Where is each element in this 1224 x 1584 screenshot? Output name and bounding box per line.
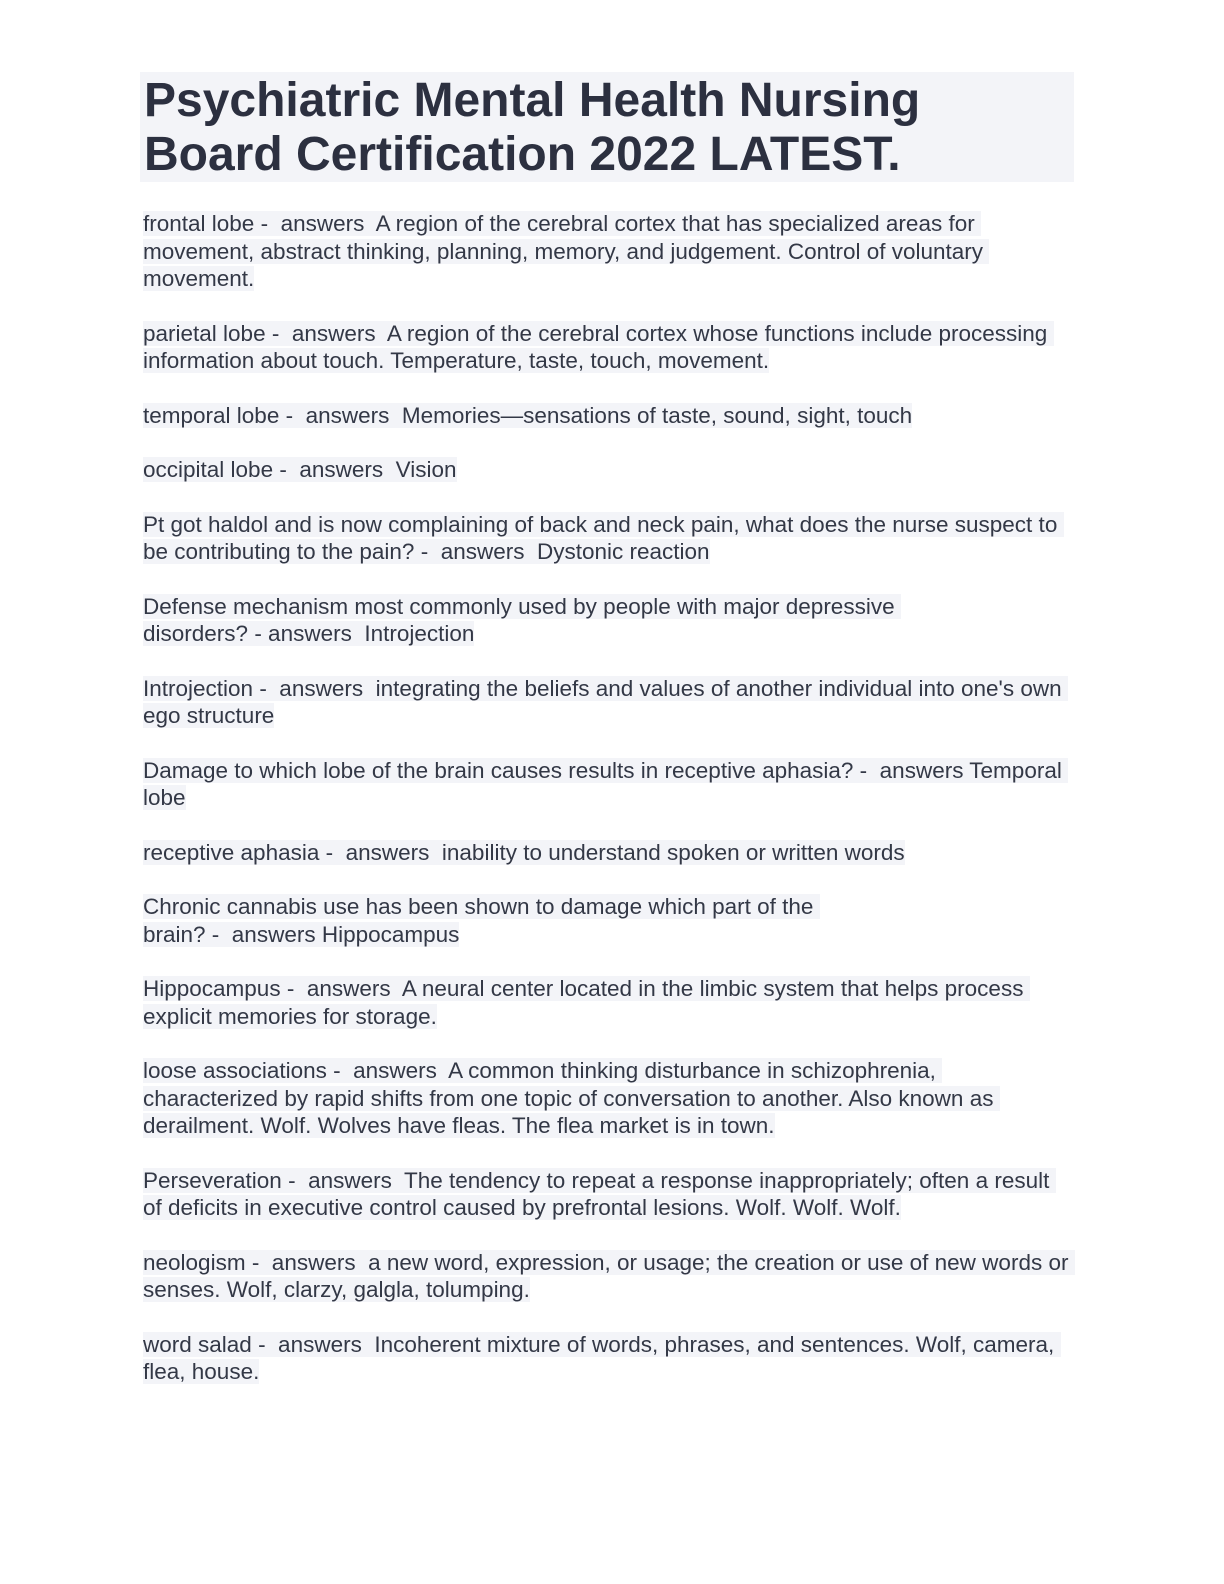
qa-entry xyxy=(140,1057,1074,1140)
qa-entry xyxy=(140,456,1074,484)
entry-answer: Hippocampus xyxy=(321,921,460,947)
entry-term: word salad xyxy=(143,1331,252,1357)
entry-answer: Introjection xyxy=(364,621,475,646)
entry-answer: a new word, expression, or usage; the creation or use of new words or senses. Wolf, clarzy, galgla, tolumping. xyxy=(143,1249,1075,1302)
entry-answer: integrating the beliefs and values of another individual into one's own ego structure xyxy=(143,675,1068,728)
entry-separator: - answers xyxy=(273,457,396,482)
entry-separator: - answers xyxy=(265,320,387,346)
qa-entry xyxy=(140,975,1074,1030)
qa-entry xyxy=(140,675,1074,730)
entry-separator: - answers xyxy=(853,757,970,783)
entry-term: occipital lobe xyxy=(143,457,274,482)
entry-separator: - answers xyxy=(326,1058,449,1083)
qa-entry xyxy=(140,1167,1074,1222)
qa-entry xyxy=(140,1331,1074,1386)
entry-term: neologism xyxy=(143,1249,246,1275)
entry-separator: - answers xyxy=(319,839,442,865)
entry-separator: - answers xyxy=(254,211,376,236)
entry-separator: - answers xyxy=(280,976,402,1001)
document-title: Psychiatric Mental Health Nursing Board Certification 2022 LATEST. xyxy=(144,74,921,181)
entry-separator: - answers xyxy=(279,402,402,428)
entry-answer: A common thinking disturbance in schizophrenia, characterized by rapid shifts from one topic of conversation to another. Also known as derailment. Wolf. Wolves have fleas. The flea market is in town. xyxy=(143,1058,1000,1138)
entry-term: Defense mechanism most commonly used by people with major depressive disorders? xyxy=(143,593,901,646)
entry-term: Perseveration xyxy=(143,1167,282,1193)
entry-term: Damage to which lobe of the brain causes results in receptive aphasia? xyxy=(143,757,854,783)
qa-entry xyxy=(140,593,1074,648)
entry-answer: A neural center located in the limbic system that helps process explicit memories for storage. xyxy=(143,976,1030,1029)
entry-term: parietal lobe xyxy=(143,320,266,346)
entry-separator: - answers xyxy=(414,539,537,564)
entry-answer: The tendency to repeat a response inappropriately; often a result of deficits in executive control caused by prefrontal lesions. Wolf. Wolf. Wolf. xyxy=(143,1167,1056,1220)
entry-answer: inability to understand spoken or written words xyxy=(441,839,905,865)
entry-term: Introjection xyxy=(143,675,254,701)
entry-term: frontal lobe xyxy=(143,211,255,236)
title-block xyxy=(140,72,1074,182)
entry-answer: A region of the cerebral cortex that has specialized areas for movement, abstract thinking, planning, memory, and judgement. Control of voluntary movement. xyxy=(143,211,990,291)
qa-entry xyxy=(140,320,1074,375)
entry-separator: - answers xyxy=(281,1167,404,1193)
entry-separator: - answers xyxy=(251,1331,375,1357)
qa-entry xyxy=(140,839,1074,867)
entry-term: temporal lobe xyxy=(143,402,280,428)
qa-entry xyxy=(140,757,1074,812)
entry-separator: - answers xyxy=(205,921,322,947)
entry-term: Hippocampus xyxy=(143,976,281,1001)
entry-term: loose associations xyxy=(143,1058,327,1083)
entry-separator: - answers xyxy=(248,621,365,646)
entry-answer: Memories—sensations of taste, sound, sight, touch xyxy=(401,402,913,428)
qa-entry xyxy=(140,1249,1074,1304)
qa-entry xyxy=(140,210,1074,293)
entry-term: receptive aphasia xyxy=(143,839,320,865)
entry-answer: Vision xyxy=(395,457,457,482)
qa-entry xyxy=(140,402,1074,430)
entry-answer: A region of the cerebral cortex whose functions include processing information about touch. Temperature, taste, touch, movement. xyxy=(143,320,1054,373)
qa-entry xyxy=(140,893,1074,948)
entry-term: Chronic cannabis use has been shown to damage which part of the brain? xyxy=(143,894,820,947)
entry-answer: Incoherent mixture of words, phrases, and sentences. Wolf, camera, flea, house. xyxy=(143,1331,1061,1384)
entry-separator: - answers xyxy=(245,1249,369,1275)
entry-separator: - answers xyxy=(253,675,376,701)
qa-entry-list xyxy=(140,210,1074,1386)
entry-answer: Dystonic reaction xyxy=(536,539,710,564)
entry-term: Pt got haldol and is now complaining of back and neck pain, what does the nurse suspect to be contributing to the pain? xyxy=(143,511,1064,564)
document-page xyxy=(140,72,1074,1413)
qa-entry xyxy=(140,511,1074,566)
entry-answer: Temporal lobe xyxy=(143,757,1069,810)
